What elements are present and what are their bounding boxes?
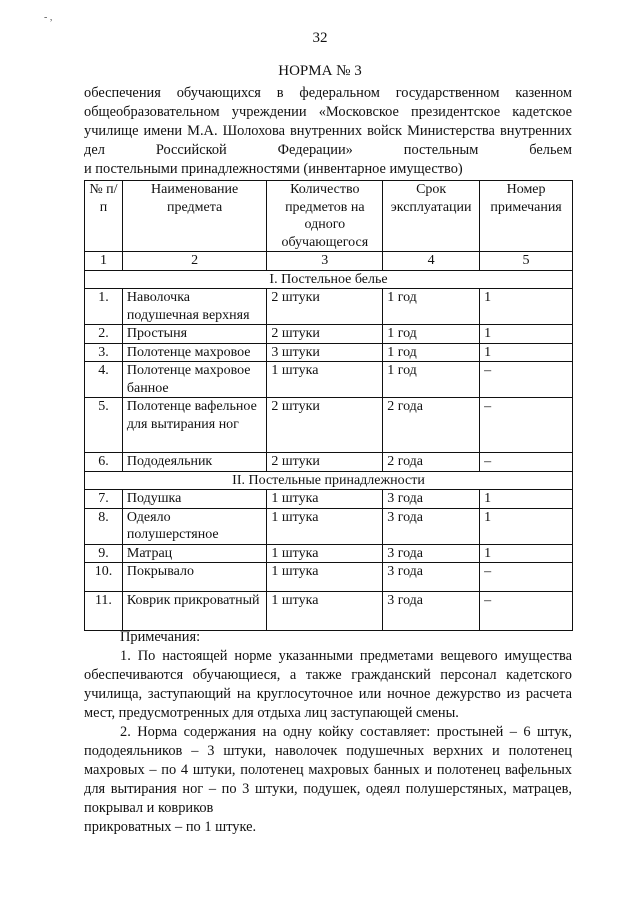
document-title: НОРМА № 3: [278, 63, 362, 79]
intro-paragraph: обеспечения обучающихся в федеральном государственном казенном общеобразовательном учреждении «Московское президентское кадетское училище имени М.А. Шолохова внутренних войск Министерства внутренних дел Российской Федерации» постельным бельем: [84, 85, 572, 158]
row-name: Матрац: [122, 544, 267, 563]
notes-section: [84, 628, 572, 837]
col-number: 3: [267, 252, 383, 271]
row-note: 1: [480, 289, 573, 325]
header-term: Срок эксплуатации: [383, 181, 480, 252]
row-term: 3 года: [383, 508, 480, 544]
row-num: 10.: [85, 563, 123, 592]
row-name: Полотенце махровое: [122, 343, 267, 362]
row-term: 3 года: [383, 592, 480, 631]
table-row: [85, 490, 573, 509]
row-term: 1 год: [383, 289, 480, 325]
table-row: [85, 362, 573, 398]
header-name: Наименование предмета: [122, 181, 267, 252]
row-note: 1: [480, 544, 573, 563]
row-num: 6.: [85, 453, 123, 472]
row-num: 5.: [85, 398, 123, 453]
row-qty: 2 штуки: [267, 398, 383, 453]
row-note: –: [480, 563, 573, 592]
row-name: Пододеяльник: [122, 453, 267, 472]
intro-last-line: и постельными принадлежностями (инвентарное имущество): [84, 161, 463, 177]
row-note: –: [480, 592, 573, 631]
row-name: Простыня: [122, 325, 267, 344]
row-qty: 1 штука: [267, 563, 383, 592]
section-row: [85, 270, 573, 289]
row-note: 1: [480, 325, 573, 344]
row-num: 7.: [85, 490, 123, 509]
table-row: [85, 453, 573, 472]
table-row: [85, 343, 573, 362]
row-num: 9.: [85, 544, 123, 563]
row-term: 2 года: [383, 453, 480, 472]
row-qty: 1 штука: [267, 508, 383, 544]
row-qty: 2 штуки: [267, 325, 383, 344]
table-row: [85, 398, 573, 453]
col-number: 4: [383, 252, 480, 271]
note-2: 2. Норма содержания на одну койку составляет: простыней – 6 штук, пододеяльников – 3 штуки, наволочек подушечных верхних и полотенец махровых – по 4 штуки, полотенец махровых банных и полотенец вафельных для вытирания ног – по 3 штуки, подушек, одеял полушерстяных, матрацев, покрывал и ковриков: [84, 724, 572, 816]
table-row: [85, 325, 573, 344]
row-num: 3.: [85, 343, 123, 362]
row-num: 11.: [85, 592, 123, 631]
row-name: Полотенце махровое банное: [122, 362, 267, 398]
row-note: 1: [480, 508, 573, 544]
table-row: [85, 508, 573, 544]
column-numbers-row: [85, 252, 573, 271]
row-term: 3 года: [383, 563, 480, 592]
row-qty: 1 штука: [267, 490, 383, 509]
row-name: Наволочка подушечная верхняя: [122, 289, 267, 325]
header-note: Номер примечания: [480, 181, 573, 252]
section-title: II. Постельные принадлежности: [85, 471, 573, 490]
row-term: 1 год: [383, 343, 480, 362]
note-2-last-line: прикроватных – по 1 штуке.: [84, 819, 257, 835]
row-note: 1: [480, 343, 573, 362]
row-name: Коврик прикроватный: [122, 592, 267, 631]
margin-marks: - ,: [44, 12, 53, 23]
row-qty: 1 штука: [267, 362, 383, 398]
row-qty: 3 штуки: [267, 343, 383, 362]
row-note: –: [480, 362, 573, 398]
norm-table: [84, 180, 573, 631]
section-row: [85, 471, 573, 490]
note-1: 1. По настоящей норме указанными предметами вещевого имущества обеспечиваются обучающиеся, а также гражданский персонал кадетского училища, заступающий на круглосуточное или ночное дежурство из расчета мест, предусмотренных для отдыха лиц заступающей смены.: [84, 648, 572, 721]
row-note: –: [480, 453, 573, 472]
row-num: 4.: [85, 362, 123, 398]
table-header-row: [85, 181, 573, 252]
row-name: Одеяло полушерстяное: [122, 508, 267, 544]
row-term: 3 года: [383, 544, 480, 563]
row-note: –: [480, 398, 573, 453]
table-row: [85, 563, 573, 592]
row-name: Полотенце вафельное для вытирания ног: [122, 398, 267, 453]
table-row: [85, 544, 573, 563]
col-number: 1: [85, 252, 123, 271]
row-term: 1 год: [383, 325, 480, 344]
row-qty: 1 штука: [267, 592, 383, 631]
row-qty: 2 штуки: [267, 289, 383, 325]
row-qty: 2 штуки: [267, 453, 383, 472]
row-num: 2.: [85, 325, 123, 344]
col-number: 2: [122, 252, 267, 271]
col-number: 5: [480, 252, 573, 271]
header-qty: Количество предметов на одного обучающегося: [267, 181, 383, 252]
row-num: 8.: [85, 508, 123, 544]
page-number: 32: [312, 30, 328, 46]
row-term: 1 год: [383, 362, 480, 398]
row-term: 2 года: [383, 398, 480, 453]
row-note: 1: [480, 490, 573, 509]
section-title: I. Постельное белье: [85, 270, 573, 289]
row-term: 3 года: [383, 490, 480, 509]
row-name: Подушка: [122, 490, 267, 509]
row-qty: 1 штука: [267, 544, 383, 563]
notes-heading: Примечания:: [120, 629, 201, 645]
table-row: [85, 289, 573, 325]
header-num: № п/п: [85, 181, 123, 252]
row-num: 1.: [85, 289, 123, 325]
table-row: [85, 592, 573, 631]
row-name: Покрывало: [122, 563, 267, 592]
